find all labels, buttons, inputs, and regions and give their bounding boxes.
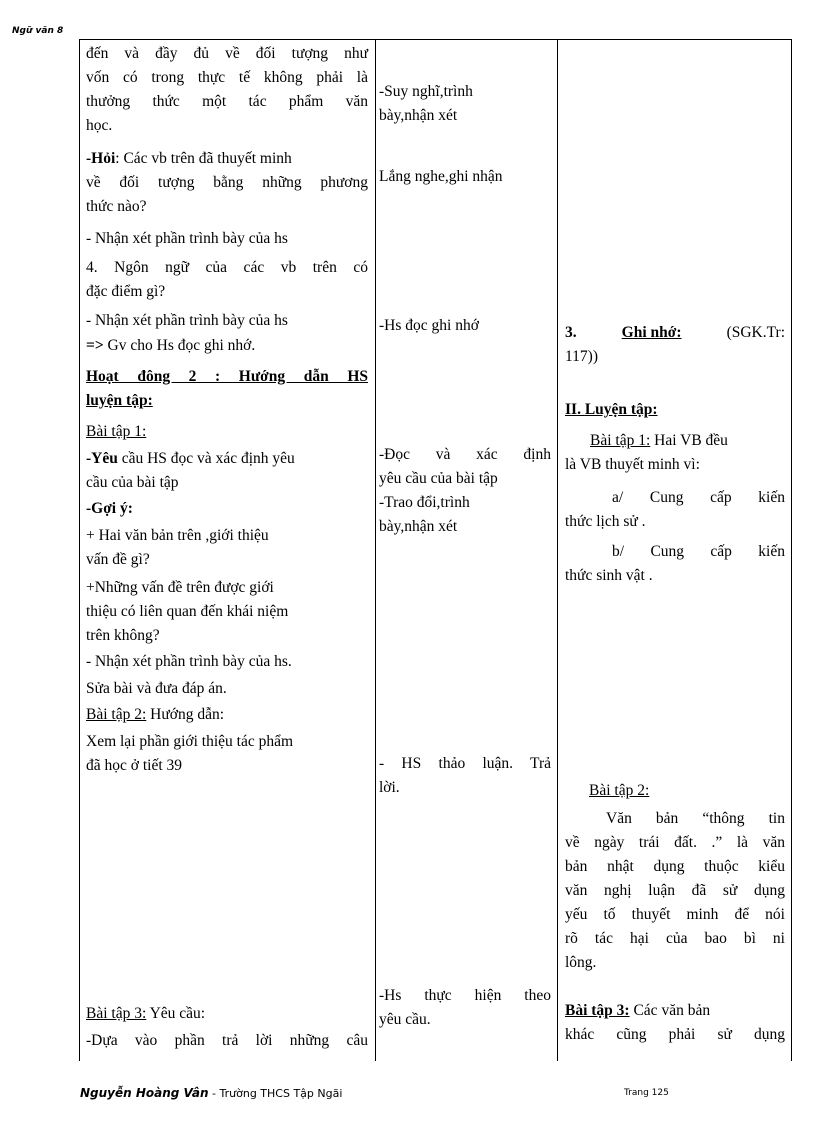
footer-author-line [80, 1086, 342, 1100]
text-line: yêu cầu. [379, 1011, 431, 1028]
exercise-1-heading: Bài tập 1: [590, 432, 651, 449]
text-line: yếu tố thuyết minh để nói [565, 906, 785, 923]
text-line: Lắng nghe,ghi nhận [379, 168, 503, 185]
text-line: a/ Cung cấp kiến [612, 489, 785, 506]
text-line: đặc điểm gì? [86, 283, 166, 300]
text-line: rõ tác hại của bao bì ni [565, 930, 785, 947]
text-line: Xem lại phần giới thiệu tác phẩm [86, 733, 294, 750]
text-line: -Suy nghĩ,trình [379, 83, 473, 100]
arrow-symbol: => [86, 337, 104, 354]
text-line: 3. Ghi nhớ: (SGK.Tr: [565, 321, 785, 345]
text-line: - Nhận xét phần trình bày của hs. [86, 653, 292, 670]
text-line: thiệu có liên quan đến khái niệm [86, 603, 289, 620]
text-line: -Hs đọc ghi nhớ [379, 317, 479, 334]
question-label: -Hỏi [86, 150, 116, 167]
text-line: cầu của bài tập [86, 474, 179, 491]
hint-label: -Gợi ý: [86, 500, 133, 517]
text-line: b/ Cung cấp kiến [612, 543, 785, 560]
text-line: văn nghị luận đã sử dụng [565, 882, 785, 899]
activity-heading-cont: luyện tập: [86, 392, 153, 409]
text-line: thức nào? [86, 198, 147, 215]
text-line: lông. [565, 954, 597, 971]
text-line: 4. Ngôn ngữ của các vb trên có [86, 259, 368, 276]
text-line: thức lịch sử . [565, 513, 646, 530]
text-line: -Dựa vào phần trả lời những câu [86, 1032, 368, 1049]
teacher-activity-column [80, 40, 376, 1062]
text-line: + Hai văn bản trên ,giới thiệu [86, 527, 269, 544]
text-line: thưởng thức một tác phẩm văn [86, 93, 368, 110]
text-line: - Nhận xét phần trình bày của hs [86, 312, 288, 329]
text-line: trên không? [86, 627, 160, 644]
exercise-1-heading: Bài tập 1: [86, 423, 147, 440]
text-line: -Trao đổi,trình [379, 494, 470, 511]
author-name: Nguyễn Hoàng Vân [80, 1086, 209, 1100]
text-line: lời. [379, 779, 400, 796]
text-line: đã học ở tiết 39 [86, 757, 183, 774]
text-line: đến và đầy đủ về đối tượng như [86, 45, 368, 62]
page-number: Trang 125 [624, 1088, 669, 1098]
exercise-2-heading: Bài tập 2: [86, 706, 147, 723]
practice-heading: II. Luyện tập: [565, 401, 658, 418]
text-line: => Gv cho Hs đọc ghi nhớ. [86, 337, 256, 354]
content-column [558, 40, 792, 1062]
exercise-2-heading: Bài tập 2: [589, 782, 650, 799]
text-line: Bài tập 3: Yêu cầu: [86, 1005, 206, 1022]
text-line: Bài tập 3: Các văn bản [565, 1002, 711, 1019]
exercise-3-heading: Bài tập 3: [86, 1005, 147, 1022]
text-line: khác cũng phải sử dụng [565, 1026, 785, 1043]
text-line: Bài tập 2: Hướng dẫn: [86, 706, 225, 723]
text-line: Bài tập 1: Hai VB đều [590, 432, 728, 449]
text-line: là VB thuyết minh vì: [565, 456, 700, 473]
school-name: - Trường THCS Tập Ngãi [208, 1087, 343, 1100]
exercise-3-heading: Bài tập 3: [565, 1002, 630, 1019]
text-line: -Đọc và xác định [379, 446, 551, 463]
text-line: - HS thảo luận. Trả [379, 755, 551, 772]
student-activity-column [376, 40, 558, 1062]
text-line: - Nhận xét phần trình bày của hs [86, 230, 288, 247]
text-line: học. [86, 117, 113, 134]
text-line: -Hỏi: Các vb trên đã thuyết minh [86, 150, 292, 167]
text-line: vốn có trong thực tế không phải là [86, 69, 368, 86]
lesson-table [79, 39, 792, 1061]
text-line: 117)) [565, 348, 598, 365]
text-line: bày,nhận xét [379, 107, 458, 124]
page-header-subject: Ngữ văn 8 [12, 26, 64, 36]
text-line: về đối tượng bằng những phương [86, 174, 368, 191]
text-line: -Yêu cầu HS đọc và xác định yêu [86, 450, 295, 467]
text-line: vấn đề gì? [86, 551, 150, 568]
text-line: bản nhật dụng thuộc kiểu [565, 858, 785, 875]
text-line: thức sinh vật . [565, 567, 653, 584]
text-line: Văn bản “thông tin [606, 810, 785, 827]
text-line: Sửa bài và đưa đáp án. [86, 680, 227, 697]
activity-heading: Hoạt đông 2 : Hướng dẫn HS [86, 368, 368, 385]
text-line: +Những vấn đề trên được giới [86, 579, 274, 596]
text-line: yêu cầu của bài tập [379, 470, 498, 487]
text-line: bày,nhận xét [379, 518, 458, 535]
memory-note-heading: Ghi nhớ: [621, 324, 682, 341]
text-line: về ngày trái đất. .” là văn [565, 834, 785, 851]
text-line: -Hs thực hiện theo [379, 987, 551, 1004]
